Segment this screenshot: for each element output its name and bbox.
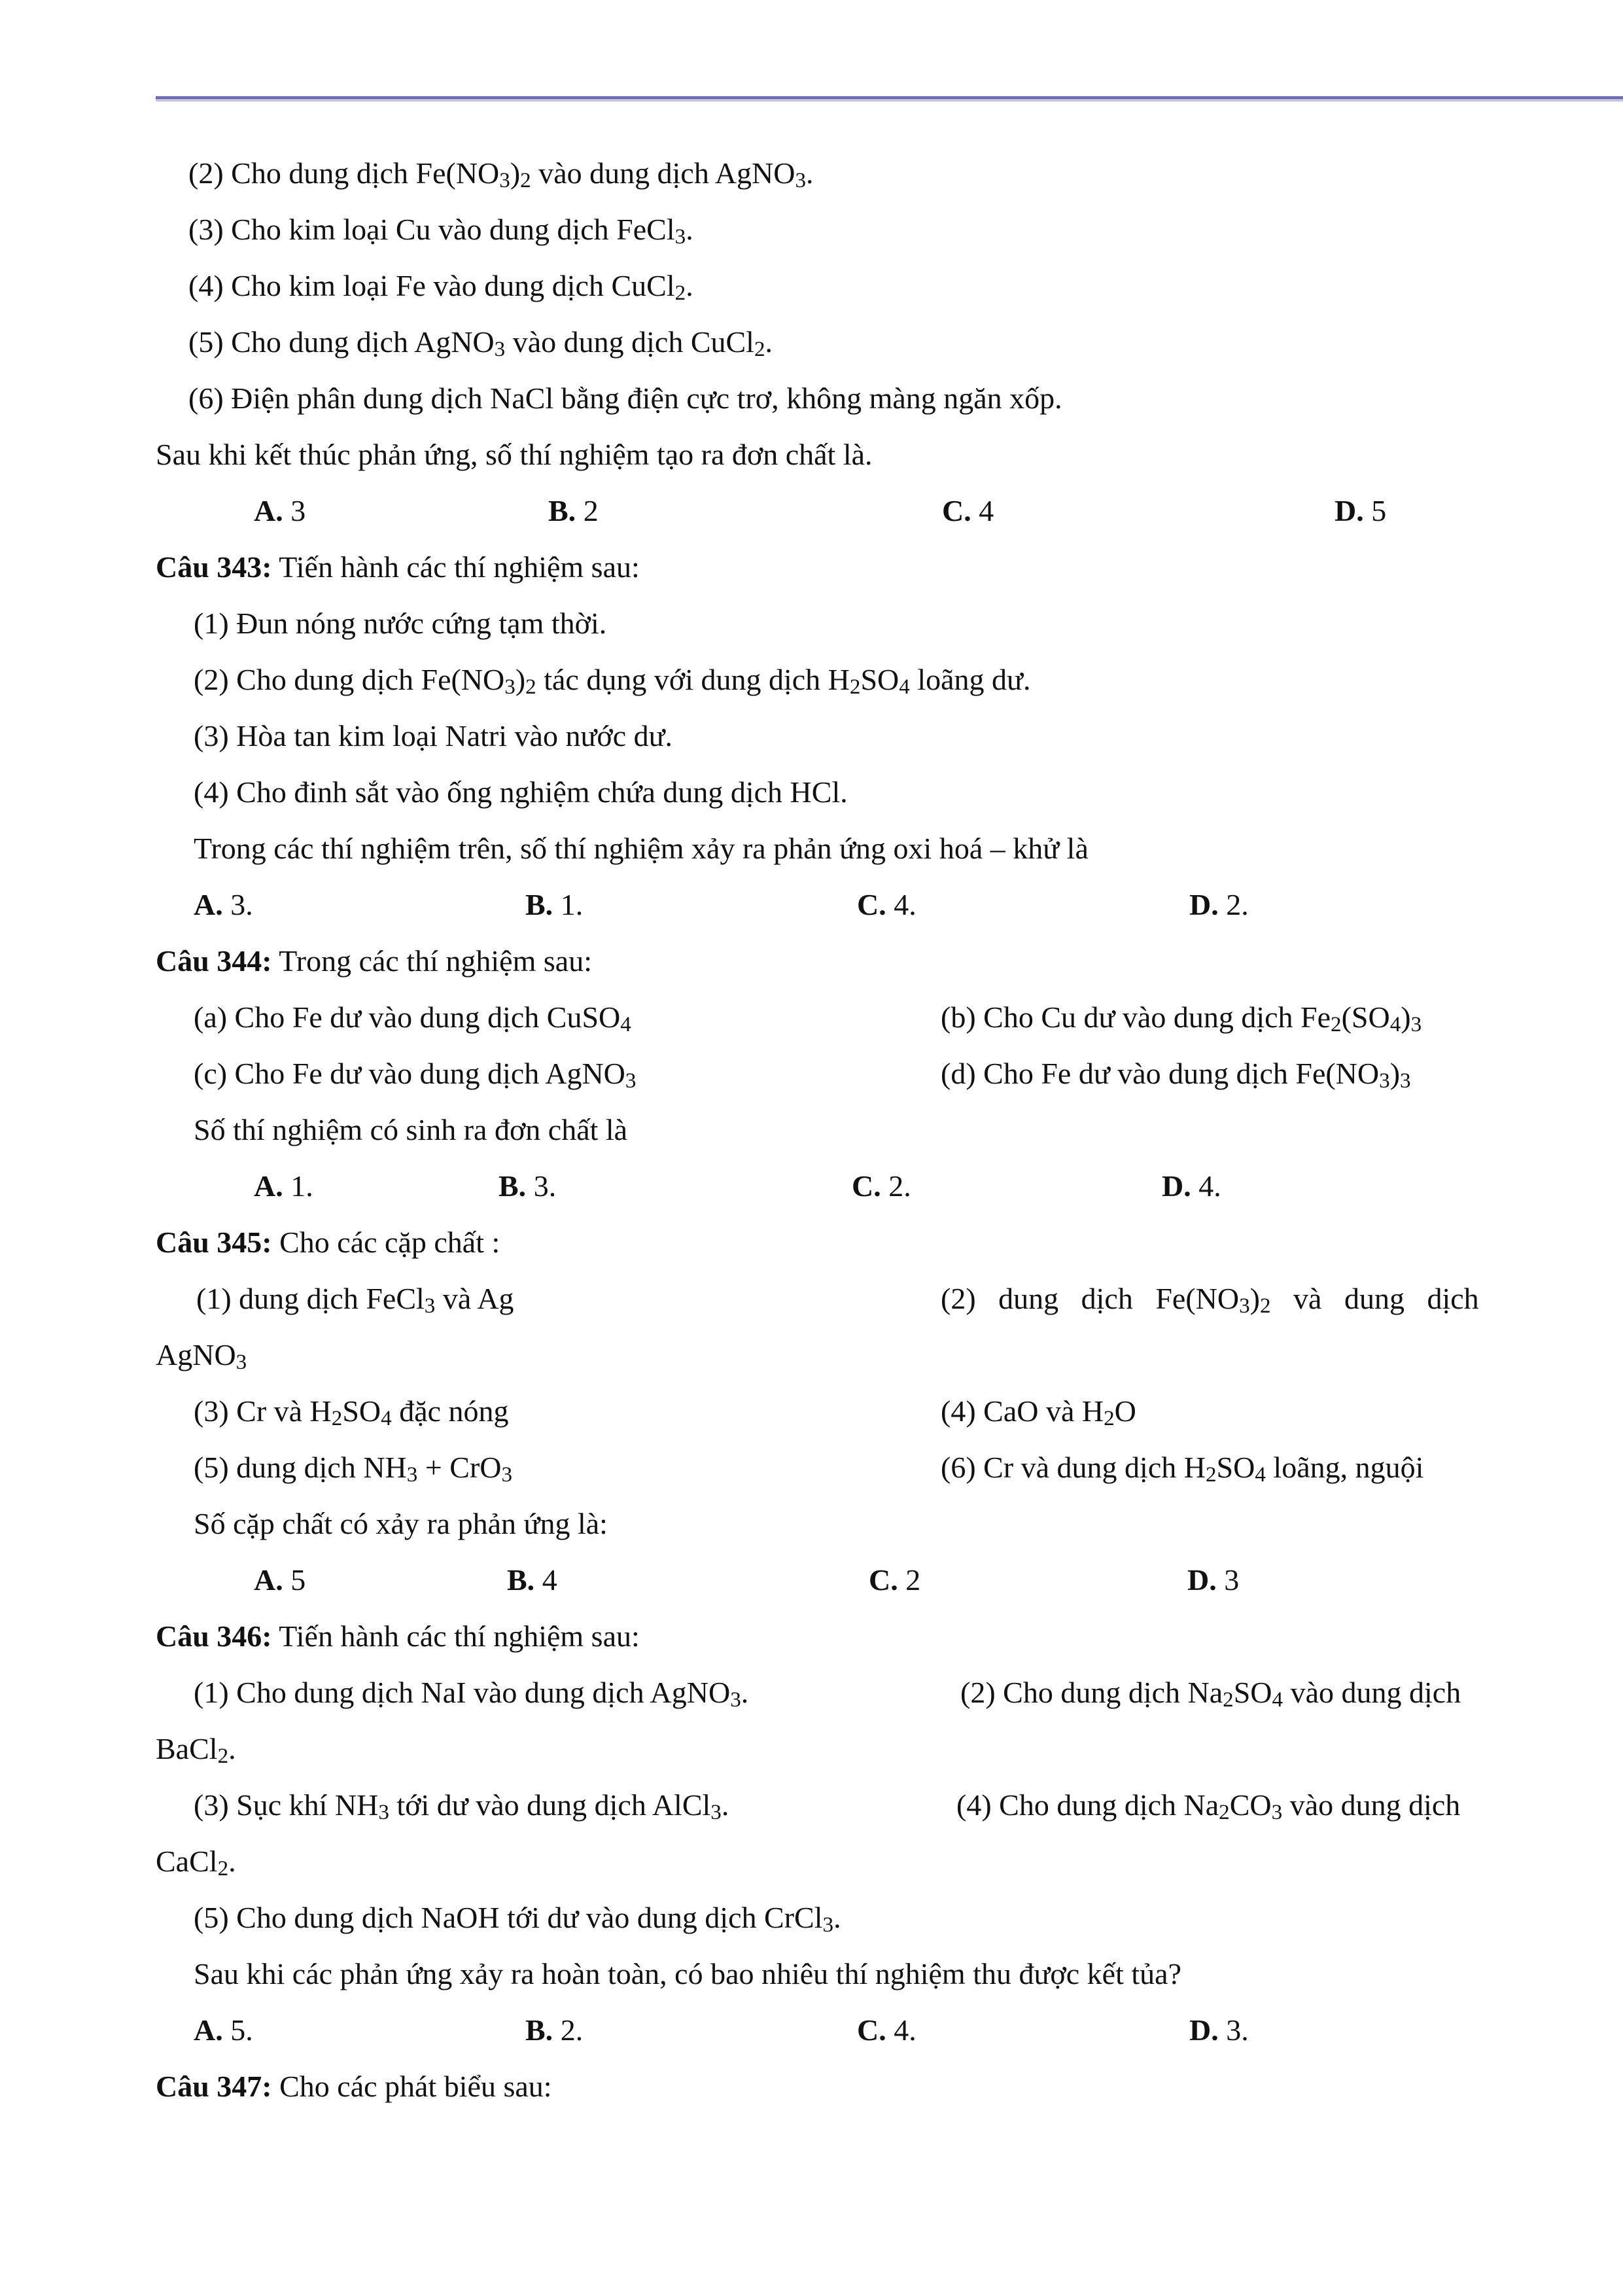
subscript: 3	[1379, 1068, 1390, 1093]
statement-line: BaCl$_2$.	[156, 1732, 236, 1768]
statement-line: (2) Cho dung dịch $Fe(NO_3)_2$ tác dụng với dung dịch $H_2SO_4$ loãng dư.	[194, 663, 1031, 699]
choice-a: A. 5	[254, 1563, 306, 1597]
choice-b: B. 3.	[498, 1169, 557, 1203]
choice-d: D. 3.	[1189, 2013, 1249, 2047]
subscript: 3	[822, 1912, 834, 1937]
statement-line: CaCl$_2$.	[156, 1845, 236, 1881]
question-prompt: Số thí nghiệm có sinh ra đơn chất là	[194, 1113, 628, 1146]
question-prompt: Sau khi các phản ứng xảy ra hoàn toàn, có bao nhiêu thí nghiệm thu được kết tủa?	[194, 1957, 1181, 1990]
question-prompt: Trong các thí nghiệm trên, số thí nghiệm xảy ra phản ứng oxi hoá – khử là	[194, 832, 1089, 865]
statement-line: (2) dung dịch $Fe(NO_3)_2$ và dung dịch	[941, 1282, 1479, 1318]
question-heading: Câu 345: Cho các cặp chất :	[156, 1226, 500, 1259]
subscript: 3	[795, 168, 807, 192]
choice-c: C. 2	[869, 1563, 921, 1597]
subscript: 3	[504, 674, 515, 699]
question-heading: Câu 347: Cho các phát biểu sau:	[156, 2070, 552, 2103]
choice-c: C. 4.	[857, 2013, 916, 2047]
statement-line: (5) dung dịch $NH_3 + CrO_3$	[194, 1451, 513, 1487]
question-prompt: Số cặp chất có xảy ra phản ứng là:	[194, 1507, 608, 1540]
question-heading: Câu 346: Tiến hành các thí nghiệm sau:	[156, 1619, 640, 1653]
statement-line: (3) Sục khí $NH_3$ tới dư vào dung dịch AlCl$_3$.	[194, 1788, 729, 1824]
subscript: 4	[1255, 1462, 1266, 1487]
statement-line: (2) Cho dung dịch $Fe(NO_3)_2$ vào dung dịch AgNO$_3$.	[188, 156, 814, 192]
subscript: 4	[620, 1012, 631, 1036]
statement-line: (6) Điện phân dung dịch NaCl bằng điện cực trơ, không màng ngăn xốp.	[188, 381, 1062, 415]
statement-line: (6) Cr và dung dịch $H_2SO_4$ loãng, nguội	[941, 1451, 1424, 1487]
subscript: 3	[499, 168, 510, 192]
subscript: 4	[381, 1405, 392, 1430]
statement-line: (b) Cho Cu dư vào dung dịch $Fe_2(SO_4)_3$	[941, 1000, 1422, 1036]
subscript: 2	[217, 1856, 229, 1881]
statement-line: (4) CaO và $H_2O$	[941, 1394, 1136, 1430]
choice-b: B. 1.	[525, 888, 584, 921]
statement-line: (4) Cho đinh sắt vào ống nghiệm chứa dung dịch HCl.	[194, 775, 848, 809]
subscript: 3	[1400, 1068, 1411, 1093]
statement-line: (3) Cr và $H_2SO_4$ đặc nóng	[194, 1394, 509, 1430]
statement-line: (2) Cho dung dịch $Na_2SO_4$ vào dung dịch	[960, 1676, 1461, 1712]
choice-a: A. 5.	[194, 2013, 253, 2047]
subscript: 3	[1239, 1293, 1250, 1318]
choice-d: D. 5	[1335, 494, 1387, 527]
subscript: 2	[1104, 1405, 1115, 1430]
question-number: Câu 347:	[156, 2070, 272, 2103]
subscript: 2	[217, 1743, 229, 1768]
choice-a: A. 3	[254, 494, 306, 527]
question-number: Câu 344:	[156, 944, 272, 978]
subscript: 2	[520, 168, 531, 192]
subscript: 3	[501, 1462, 513, 1487]
choice-c: C. 2.	[852, 1169, 911, 1203]
subscript: 3	[378, 1799, 389, 1824]
choice-d: D. 4.	[1162, 1169, 1221, 1203]
header-rule-shadow	[156, 100, 1623, 101]
subscript: 2	[674, 280, 686, 305]
subscript: 3	[625, 1068, 637, 1093]
choice-c: C. 4	[942, 494, 994, 527]
subscript: 3	[424, 1293, 436, 1318]
question-heading: Câu 343: Tiến hành các thí nghiệm sau:	[156, 550, 640, 584]
choice-b: B. 4	[507, 1563, 557, 1597]
question-number: Câu 345:	[156, 1226, 272, 1259]
subscript: 4	[1272, 1687, 1283, 1712]
subscript: 3	[494, 336, 506, 361]
choice-c: C. 4.	[857, 888, 916, 921]
choice-d: D. 2.	[1189, 888, 1249, 921]
choice-a: A. 1.	[254, 1169, 313, 1203]
subscript: 4	[899, 674, 910, 699]
subscript: 2	[1219, 1799, 1230, 1824]
statement-line: (c) Cho Fe dư vào dung dịch AgNO$_3$	[194, 1057, 637, 1093]
subscript: 2	[331, 1405, 343, 1430]
choice-b: B. 2	[548, 494, 599, 527]
subscript: 2	[849, 674, 861, 699]
statement-line: (1) Cho dung dịch NaI vào dung dịch AgNO$_3$.	[194, 1676, 749, 1712]
subscript: 3	[406, 1462, 418, 1487]
question-number: Câu 343:	[156, 550, 272, 584]
statement-line: (a) Cho Fe dư vào dung dịch CuSO$_4$	[194, 1000, 631, 1036]
statement-line: (1) Đun nóng nước cứng tạm thời.	[194, 607, 607, 640]
subscript: 2	[1331, 1012, 1342, 1036]
question-number: Câu 346:	[156, 1619, 272, 1653]
subscript: 3	[236, 1349, 247, 1374]
question-heading: Câu 344: Trong các thí nghiệm sau:	[156, 944, 592, 978]
subscript: 3	[1271, 1799, 1283, 1824]
statement-line: (5) Cho dung dịch AgNO$_3$ vào dung dịch CuCl$_2$.	[188, 325, 773, 361]
choice-a: A. 3.	[194, 888, 253, 921]
statement-line: (4) Cho kim loại Fe vào dung dịch CuCl$_2$.	[188, 269, 693, 305]
statement-line: (1) dung dịch FeCl$_3$ và Ag	[196, 1282, 514, 1318]
statement-line: AgNO$_3$	[156, 1338, 247, 1374]
subscript: 3	[710, 1799, 722, 1824]
question-prompt: Sau khi kết thúc phản ứng, số thí nghiệm tạo ra đơn chất là.	[156, 438, 873, 471]
subscript: 2	[1223, 1687, 1234, 1712]
subscript: 2	[754, 336, 765, 361]
subscript: 2	[1259, 1293, 1271, 1318]
subscript: 3	[1410, 1012, 1422, 1036]
subscript: 2	[1205, 1462, 1217, 1487]
statement-line: (d) Cho Fe dư vào dung dịch $Fe(NO_3)_3$	[941, 1057, 1411, 1093]
statement-line: (5) Cho dung dịch NaOH tới dư vào dung dịch CrCl$_3$.	[194, 1901, 841, 1937]
choice-b: B. 2.	[525, 2013, 584, 2047]
subscript: 3	[674, 224, 686, 249]
subscript: 2	[525, 674, 536, 699]
statement-line: (4) Cho dung dịch $Na_2CO_3$ vào dung dịch	[956, 1788, 1461, 1824]
statement-line: (3) Cho kim loại Cu vào dung dịch FeCl$_3$.	[188, 213, 693, 249]
statement-line: (3) Hòa tan kim loại Natri vào nước dư.	[194, 719, 673, 752]
subscript: 3	[730, 1687, 741, 1712]
header-rule	[156, 96, 1623, 99]
choice-d: D. 3	[1187, 1563, 1240, 1597]
subscript: 4	[1389, 1012, 1401, 1036]
